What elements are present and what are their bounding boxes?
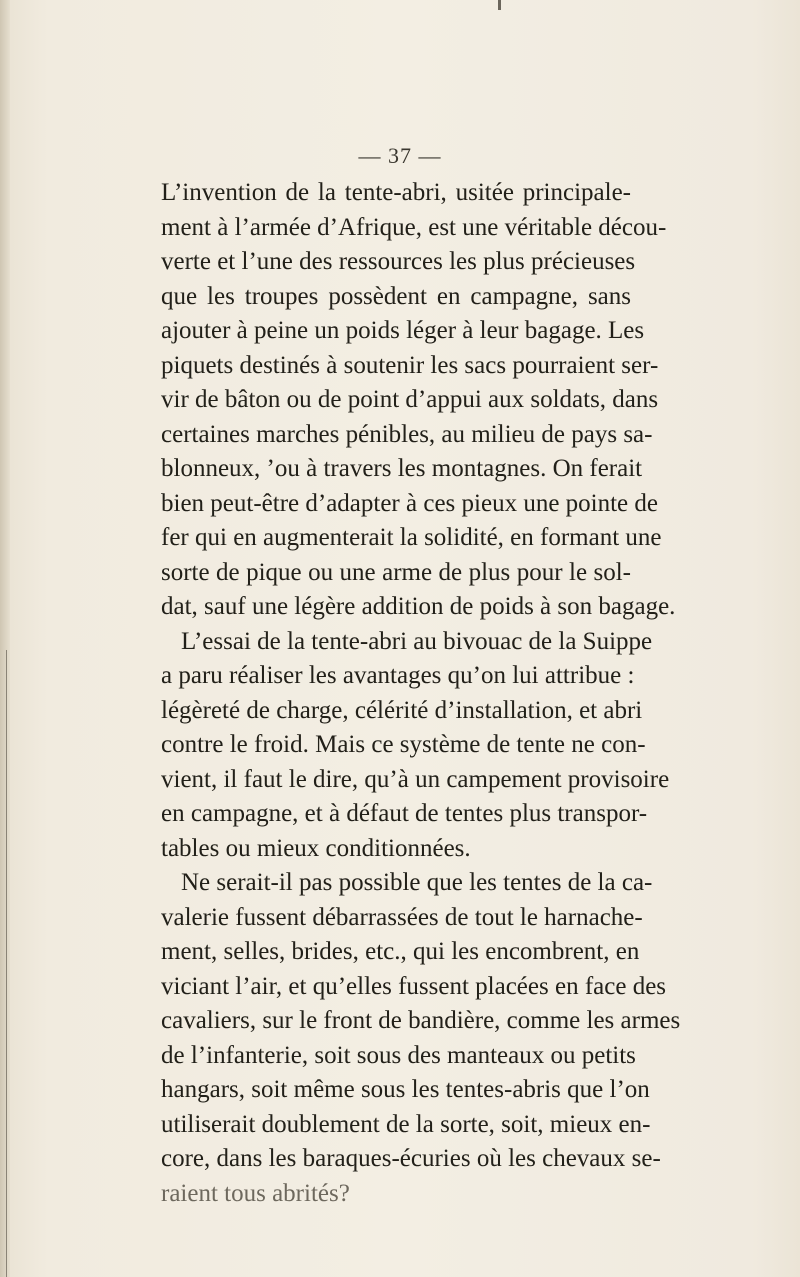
text-line: L’invention de la tente-abri, usitée principale- [161,179,631,206]
text-line: vient, il faut le dire, qu’à un campement provisoire [161,765,670,793]
text-line: ment, selles, brides, etc., qui les encombrent, en [161,938,640,965]
text-line: cavaliers, sur le front de bandière, comme les armes [161,1007,681,1034]
text-line: utiliserait doublement de la sorte, soit, mieux en- [161,1110,651,1138]
text-line: en campagne, et à défaut de tentes plus transpor- [161,800,648,827]
text-line: tables ou mieux conditionnées. [161,834,471,862]
text-line: core, dans les baraques-écuries où les chevaux se- [161,1145,661,1172]
page-number: — 37 — [358,143,442,168]
print-mark [498,0,501,10]
text-line: contre le froid. Mais ce système de tente ne con- [161,731,646,758]
page-edge-line [6,650,7,1277]
text-line: ment à l’armée d’Afrique, est une véritable décou- [161,213,667,241]
text-line: Ne serait-il pas possible que les tentes de la ca- [181,869,653,896]
text-line: dat, sauf une légère addition de poids à son bagage. [161,593,676,620]
text-line: viciant l’air, et qu’elles fussent placées en face des [161,972,667,1000]
text-line: fer qui en augmenterait la solidité, en formant une [161,524,662,551]
text-line: bien peut-être d’adapter à ces pieux une pointe de [161,489,658,517]
page-spine-shadow [0,0,10,1277]
text-line: a paru réaliser les avantages qu’on lui attribue : [161,662,635,689]
text-line: L’essai de la tente-abri au bivouac de la Suippe [181,627,653,655]
text-line: légèreté de charge, célérité d’installation, et abri [161,696,643,724]
text-line: sorte de pique ou une arme de plus pour le sol- [161,558,631,586]
text-line: raient tous abrités? [161,1179,350,1207]
text-line: valerie fussent débarrassées de tout le harnache- [161,903,643,931]
body-text [161,176,681,1211]
text-line: que les troupes possèdent en campagne, sans [161,282,631,310]
text-line: hangars, soit même sous les tentes-abris que l’on [161,1076,650,1103]
text-line: vir de bâton ou de point d’appui aux soldats, dans [161,386,659,413]
text-line: de l’infanterie, soit sous des manteaux ou petits [161,1041,636,1069]
text-line: blonneux, ’ou à travers les montagnes. On ferait [161,455,643,482]
text-line: ajouter à peine un poids léger à leur bagage. Les [161,317,645,344]
text-line: verte et l’une des ressources les plus précieuses [161,248,636,275]
text-line: piquets destinés à soutenir les sacs pourraient ser- [161,351,659,379]
text-line: certaines marches pénibles, au milieu de pays sa- [161,420,653,448]
